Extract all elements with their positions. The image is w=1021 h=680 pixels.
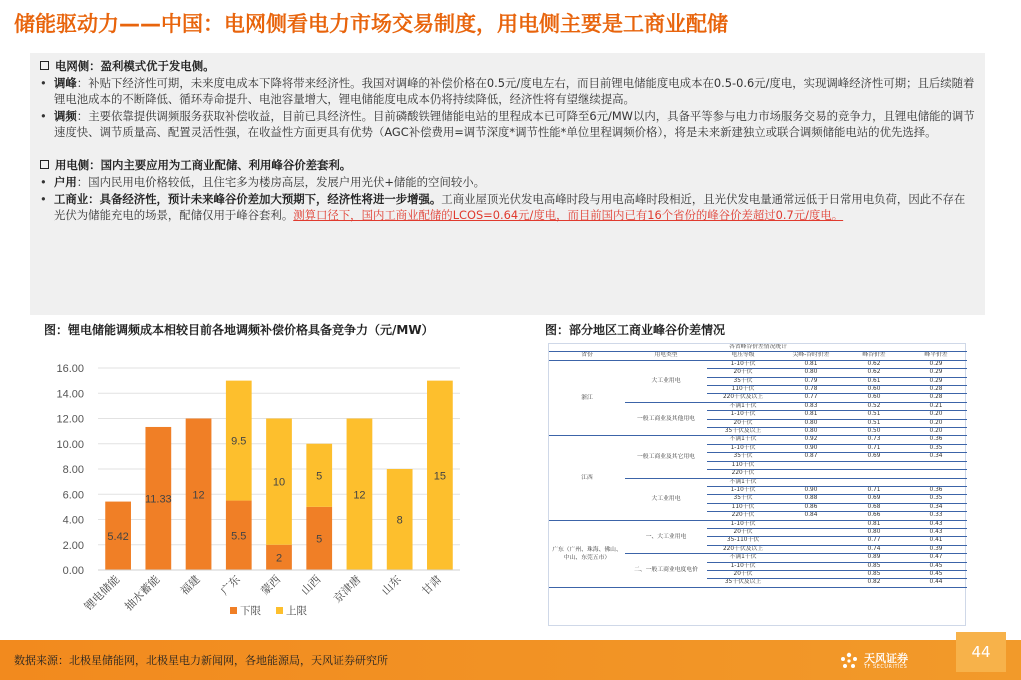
table-cell: 220千伏 xyxy=(707,470,779,478)
table-cell: 0.20 xyxy=(905,411,967,419)
table-cell: 0.36 xyxy=(905,436,967,444)
summary-textbox xyxy=(30,53,985,315)
footer-bar xyxy=(0,640,1021,680)
table-cell: 0.21 xyxy=(905,402,967,410)
y-tick-label: 10.00 xyxy=(56,438,84,451)
table-cell xyxy=(779,562,843,570)
table-cell: 35-110千伏 xyxy=(707,537,779,545)
table-cell: 0.74 xyxy=(843,545,905,553)
table-cell: 0.79 xyxy=(779,377,843,385)
usage-type-cell: 一般工商业及其它用电 xyxy=(625,436,707,478)
table-cell: 0.20 xyxy=(905,419,967,427)
table-cell: 0.90 xyxy=(779,444,843,452)
y-tick-label: 12.00 xyxy=(56,413,84,426)
section-user-side-heading: 用电侧：国内主要应用为工商业配储、利用峰谷价差套利。 xyxy=(40,157,975,173)
table-cell: 0.80 xyxy=(779,428,843,436)
x-tick-label: 山东 xyxy=(379,572,404,598)
table-cell: 0.87 xyxy=(779,453,843,461)
table-cell: 0.51 xyxy=(843,411,905,419)
table-cell: 1-10千伏 xyxy=(707,444,779,452)
table-row xyxy=(549,436,967,444)
table-cell: 0.34 xyxy=(905,453,967,461)
y-tick-label: 6.00 xyxy=(62,489,84,502)
table-cell: 20千伏 xyxy=(707,369,779,377)
table-cell: 0.89 xyxy=(843,554,905,562)
table-cell: 0.80 xyxy=(779,419,843,427)
table-cell: 35千伏及以上 xyxy=(707,428,779,436)
table-cell: 0.50 xyxy=(843,428,905,436)
table-cell: 0.29 xyxy=(905,360,967,368)
bullet-household: • 户用：国内民用电价格较低，且住宅多为楼房高层，发展户用光伏+储能的空间较小。 xyxy=(40,174,975,190)
table-cell: 110千伏 xyxy=(707,386,779,394)
table-cell: 0.82 xyxy=(843,579,905,587)
table-cell xyxy=(905,478,967,486)
x-tick-label: 抽水蓄能 xyxy=(122,572,163,614)
table-cell: 35千伏 xyxy=(707,377,779,385)
province-cell: 江西 xyxy=(549,436,625,520)
legend-swatch xyxy=(276,607,283,614)
x-tick-label: 广东 xyxy=(218,572,243,598)
province-cell: 广东（广州、珠海、佛山、中山、东莞五市） xyxy=(549,520,625,587)
x-tick-label: 京津唐 xyxy=(331,572,364,606)
bullet-frequency-regulation: • 调频：主要依靠提供调频服务获取补偿收益，目前已具经济性。目前磷酸铁锂储能电站的里程成本已可降至6元/MW以内，具备平等参与电力市场服务交易的竞争力，且锂电储能的调节速度快、调节质量高、配置灵活性强，在收益性方面更具有优势（AGC补偿费用=调节深度*调节性能*单位里程调频价格），将是未来新建独立或联合调频储能电站的优先选择。 xyxy=(40,108,975,140)
usage-type-cell: 一、大工业用电 xyxy=(625,520,707,554)
table-row xyxy=(549,360,967,368)
table-cell: 20千伏 xyxy=(707,528,779,536)
legend-label: 上限 xyxy=(286,605,307,617)
regulation-cost-chart xyxy=(40,342,470,632)
table-cell: 220千伏及以上 xyxy=(707,394,779,402)
table-cell: 0.43 xyxy=(905,520,967,528)
table-cell xyxy=(905,470,967,478)
table-header-cell: 省份 xyxy=(549,352,625,360)
table-cell: 1-10千伏 xyxy=(707,520,779,528)
table-header-cell: 尖峰-谷时价差 xyxy=(779,352,843,360)
table-cell: 110千伏 xyxy=(707,503,779,511)
table-cell xyxy=(905,461,967,469)
section-grid-side-heading: 电网侧：盈利模式优于发电侧。 xyxy=(40,58,975,74)
chart1-title: 图：锂电储能调频成本相较目前各地调频补偿价格具备竞争力（元/MW） xyxy=(44,323,434,337)
table-cell: 0.45 xyxy=(905,562,967,570)
table-cell: 0.28 xyxy=(905,394,967,402)
table-cell xyxy=(779,554,843,562)
table-cell: 1-10千伏 xyxy=(707,486,779,494)
table-cell: 0.68 xyxy=(843,503,905,511)
table-cell xyxy=(779,470,843,478)
data-label: 2 xyxy=(275,552,283,565)
table-cell xyxy=(843,478,905,486)
table-cell xyxy=(843,461,905,469)
table-cell: 0.33 xyxy=(905,512,967,520)
usage-type-cell: 二、一般工商业电度电价 xyxy=(625,554,707,588)
table-cell: 不满1千伏 xyxy=(707,478,779,486)
usage-type-cell: 大工业用电 xyxy=(625,478,707,520)
data-label: 5.42 xyxy=(107,530,129,543)
brand-logo: 天风证券 TF SECURITIES xyxy=(838,648,946,674)
data-label: 9.5 xyxy=(231,435,247,448)
table-cell: 35千伏 xyxy=(707,453,779,461)
table-cell: 0.69 xyxy=(843,495,905,503)
table-cell: 0.60 xyxy=(843,394,905,402)
x-tick-label: 福建 xyxy=(177,572,203,598)
table-cell: 110千伏 xyxy=(707,461,779,469)
data-label: 5 xyxy=(316,533,323,546)
table-cell: 0.60 xyxy=(843,386,905,394)
bullet-commercial: • 工商业：具备经济性，预计未来峰谷价差加大预期下，经济性将进一步增强。工商业屋顶光伏发电高峰时段与用电高峰时段相近，且光伏发电量通常远低于日常用电负荷，因此不存在光伏为储能充电的场景，配储仅用于峰谷套利。测算口径下，国内工商业配储的LCOS=0.64元/度电，而目前国内已有16个省份的峰谷价差超过0.7元/度电。 xyxy=(40,191,975,223)
table-cell: 0.43 xyxy=(905,528,967,536)
data-label: 11.33 xyxy=(144,493,172,506)
table-header-cell: 用电类型 xyxy=(625,352,707,360)
table-cell: 0.85 xyxy=(843,570,905,578)
table-cell: 0.45 xyxy=(905,570,967,578)
table-header-cell: 峰平价差 xyxy=(905,352,967,360)
table-cell: 0.90 xyxy=(779,486,843,494)
table-cell: 0.35 xyxy=(905,444,967,452)
y-tick-label: 8.00 xyxy=(62,464,84,476)
table-cell: 0.28 xyxy=(905,386,967,394)
table-cell: 0.62 xyxy=(843,369,905,377)
checkbox-square-icon xyxy=(40,61,49,70)
checkbox-square-icon xyxy=(40,160,49,169)
page-title: 储能驱动力——中国：电网侧看电力市场交易制度，用电侧主要是工商业配储 xyxy=(14,12,728,36)
y-tick-label: 0.00 xyxy=(62,565,84,577)
table-cell: 0.44 xyxy=(905,579,967,587)
province-cell: 浙江 xyxy=(549,360,625,436)
highlight-lcos-text: 测算口径下，国内工商业配储的LCOS=0.64元/度电，而目前国内已有16个省份的峰谷价差超过0.7元/度电。 xyxy=(293,208,844,222)
table-cell: 0.86 xyxy=(779,503,843,511)
table-cell: 0.85 xyxy=(843,562,905,570)
table-row xyxy=(549,520,967,528)
table-cell: 1-10千伏 xyxy=(707,562,779,570)
table-cell: 0.52 xyxy=(843,402,905,410)
usage-type-cell: 大工业用电 xyxy=(625,360,707,402)
table-cell: 0.71 xyxy=(843,444,905,452)
table-cell: 0.88 xyxy=(779,495,843,503)
table-header-cell: 电压等级 xyxy=(707,352,779,360)
table-cell: 20千伏 xyxy=(707,419,779,427)
table-cell: 35千伏 xyxy=(707,495,779,503)
table-cell: 0.66 xyxy=(843,512,905,520)
x-tick-label: 山西 xyxy=(298,572,324,598)
table-cell: 0.84 xyxy=(779,512,843,520)
table-cell: 0.29 xyxy=(905,377,967,385)
table-cell: 220千伏 xyxy=(707,512,779,520)
table-cell: 0.83 xyxy=(779,402,843,410)
y-tick-label: 16.00 xyxy=(56,363,84,375)
page-number: 44 xyxy=(956,632,1006,672)
table-cell: 0.34 xyxy=(905,503,967,511)
table-cell: 1-10千伏 xyxy=(707,360,779,368)
legend-swatch xyxy=(230,607,237,614)
y-tick-label: 14.00 xyxy=(56,388,84,401)
table-cell: 0.61 xyxy=(843,377,905,385)
table-header-cell: 峰谷价差 xyxy=(843,352,905,360)
table-cell: 220千伏及以上 xyxy=(707,545,779,553)
peak-valley-table-grid xyxy=(549,344,967,588)
y-tick-label: 2.00 xyxy=(62,539,84,552)
table-cell: 0.81 xyxy=(843,520,905,528)
table-cell: 0.41 xyxy=(905,537,967,545)
table-cell xyxy=(779,528,843,536)
table-cell: 20千伏 xyxy=(707,570,779,578)
table-cell: 0.77 xyxy=(843,537,905,545)
table-cell: 0.35 xyxy=(905,495,967,503)
usage-type-cell: 一般工商业及其他用电 xyxy=(625,402,707,436)
table-cell: 0.51 xyxy=(843,419,905,427)
table-cell: 不满1千伏 xyxy=(707,436,779,444)
table-cell xyxy=(779,579,843,587)
bullet-peak-shaving: • 调峰：补贴下经济性可期，未来度电成本下降将带来经济性。我国对调峰的补偿价格在0.5元/度电左右，而目前锂电储能度电成本在0.5-0.6元/度电，实现调峰经济性可期；且后续随着锂电池成本的不断降低、循环寿命提升、电池容量增大，锂电储能度电成本仍将持续降低，经济性将有望继续提高。 xyxy=(40,75,975,107)
data-label: 10 xyxy=(272,476,286,489)
table-cell: 0.81 xyxy=(779,411,843,419)
table-cell xyxy=(779,461,843,469)
x-tick-label: 锂电储能 xyxy=(81,572,123,614)
table-caption: 各省峰谷价差情况统计 xyxy=(549,344,967,352)
data-label: 5 xyxy=(316,470,323,483)
data-label: 12 xyxy=(353,489,366,502)
table-cell: 0.92 xyxy=(779,436,843,444)
data-label: 5.5 xyxy=(231,530,247,543)
table-cell xyxy=(779,520,843,528)
table-cell: 0.80 xyxy=(779,369,843,377)
table-cell: 0.78 xyxy=(779,386,843,394)
tf-logo-icon xyxy=(838,650,860,672)
table-cell: 0.81 xyxy=(779,360,843,368)
table-cell: 0.73 xyxy=(843,436,905,444)
x-tick-label: 甘肃 xyxy=(419,572,445,598)
table-cell: 0.71 xyxy=(843,486,905,494)
table-cell xyxy=(779,537,843,545)
table-cell: 0.77 xyxy=(779,394,843,402)
table-cell xyxy=(779,570,843,578)
chart2-title: 图：部分地区工商业峰谷价差情况 xyxy=(545,323,726,337)
y-tick-label: 4.00 xyxy=(62,514,84,527)
table-cell xyxy=(779,545,843,553)
data-label: 12 xyxy=(192,489,205,502)
data-label: 15 xyxy=(433,470,447,483)
table-cell xyxy=(843,470,905,478)
table-cell: 0.20 xyxy=(905,428,967,436)
legend-label: 下限 xyxy=(240,605,261,617)
peak-valley-table xyxy=(548,343,966,626)
table-cell: 0.62 xyxy=(843,360,905,368)
table-cell: 0.47 xyxy=(905,554,967,562)
table-cell: 0.29 xyxy=(905,369,967,377)
x-tick-label: 蒙西 xyxy=(258,572,284,598)
data-source: 数据来源：北极星储能网，北极星电力新闻网，各地能源局，天风证券研究所 xyxy=(14,654,388,667)
table-cell xyxy=(779,478,843,486)
table-cell: 35千伏及以上 xyxy=(707,579,779,587)
table-cell: 1-10千伏 xyxy=(707,411,779,419)
table-cell: 0.80 xyxy=(843,528,905,536)
table-cell: 不满1千伏 xyxy=(707,554,779,562)
data-label: 8 xyxy=(396,514,403,527)
table-cell: 0.69 xyxy=(843,453,905,461)
table-cell: 0.36 xyxy=(905,486,967,494)
table-cell: 0.39 xyxy=(905,545,967,553)
table-cell: 不满1千伏 xyxy=(707,402,779,410)
